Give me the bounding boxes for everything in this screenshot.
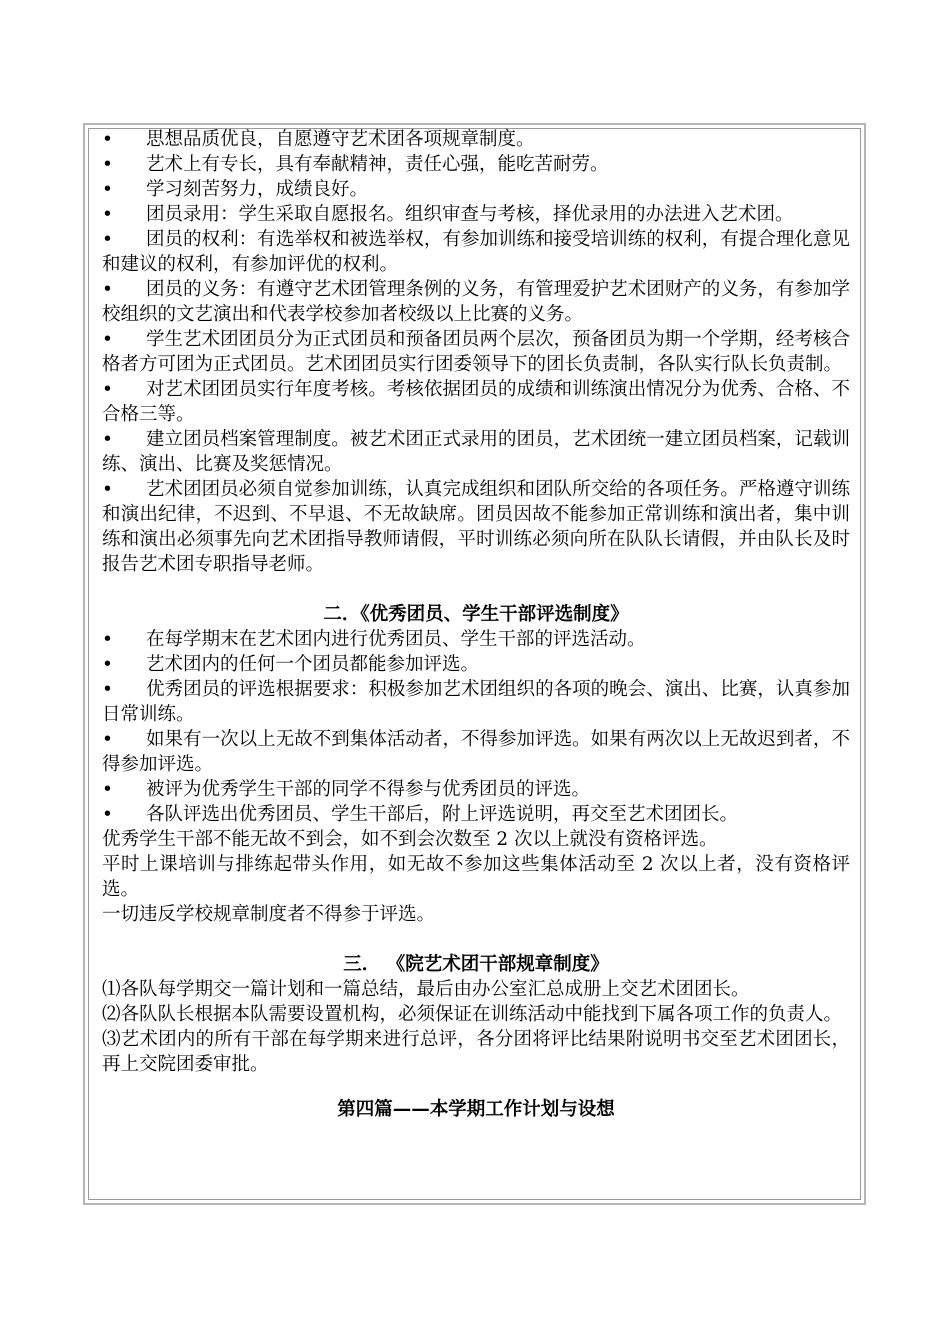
bullet-icon: •: [102, 629, 113, 650]
bullet-icon: •: [102, 804, 113, 825]
list-item: • 在每学期末在艺术团内进行优秀团员、学生干部的评选活动。: [102, 629, 646, 650]
bullet-icon: •: [102, 329, 113, 350]
part4-heading: 第四篇——本学期工作计划与设想: [337, 1099, 615, 1120]
document-body: [102, 127, 850, 1122]
bullet-icon: •: [102, 229, 113, 250]
list-item: • 艺术团内的任何一个团员都能参加评选。: [102, 654, 480, 675]
list-item: • 学习刻苦努力，成绩良好。: [102, 179, 369, 200]
section3-heading: 三． 《院艺术团干部规章制度》: [343, 954, 609, 975]
bullet-icon: •: [102, 729, 113, 750]
section2-heading: 二．《优秀团员、学生干部评选制度》: [323, 604, 629, 625]
list-item: • 思想品质优良，自愿遵守艺术团各项规章制度。: [102, 129, 535, 150]
list-item: • 团员录用：学生采取自愿报名。组织审查与考核，择优录用的办法进入艺术团。: [102, 204, 794, 225]
list-item: • 团员的义务：有遵守艺术团管理条例的义务，有管理爱护艺术团财产的义务，有参加学校组织的文艺演出和代表学校参加者校级以上比赛的义务。: [102, 279, 850, 325]
list-item: • 对艺术团团员实行年度考核。考核依据团员的成绩和训练演出情况分为优秀、合格、不合格三等。: [102, 379, 850, 425]
numbered-item: ⑶艺术团内的所有干部在每学期来进行总评，各分团将评比结果附说明书交至艺术团团长，再上交院团委审批。: [102, 1029, 850, 1075]
list-item: • 建立团员档案管理制度。被艺术团正式录用的团员，艺术团统一建立团员档案，记载训练、演出、比赛及奖惩情况。: [102, 429, 850, 475]
bullet-icon: •: [102, 479, 113, 500]
paragraph: 一切违反学校规章制度者不得参于评选。: [102, 904, 436, 925]
bullet-icon: •: [102, 379, 113, 400]
bullet-icon: •: [102, 679, 113, 700]
bullet-icon: •: [102, 154, 113, 175]
list-item: • 团员的权利：有选举权和被选举权，有参加训练和接受培训练的权利，有提合理化意见和建议的权利，有参加评优的权利。: [102, 229, 850, 275]
list-item: • 优秀团员的评选根据要求：积极参加艺术团组织的各项的晚会、演出、比赛，认真参加日常训练。: [102, 679, 850, 725]
paragraph: 平时上课培训与排练起带头作用，如无故不参加这些集体活动至 2 次以上者，没有资格评选。: [102, 854, 850, 900]
bullet-icon: •: [102, 779, 113, 800]
list-item: • 学生艺术团团员分为正式团员和预备团员两个层次，预备团员为期一个学期，经考核合格者方可团为正式团员。艺术团团员实行团委领导下的团长负责制，各队实行队长负责制。: [102, 329, 850, 375]
bullet-icon: •: [102, 129, 113, 150]
paragraph: 优秀学生干部不能无故不到会，如不到会次数至 2 次以上就没有资格评选。: [102, 829, 718, 850]
numbered-item: ⑴各队每学期交一篇计划和一篇总结，最后由办公室汇总成册上交艺术团团长。: [102, 979, 750, 1000]
list-item: • 艺术上有专长，具有奉献精神，责任心强，能吃苦耐劳。: [102, 154, 609, 175]
section2-list: [102, 627, 850, 827]
bullet-icon: •: [102, 179, 113, 200]
list-item: • 被评为优秀学生干部的同学不得参与优秀团员的评选。: [102, 779, 591, 800]
bullet-icon: •: [102, 279, 113, 300]
bullet-icon: •: [102, 654, 113, 675]
list-item: • 各队评选出优秀团员、学生干部后，附上评选说明，再交至艺术团团长。: [102, 804, 739, 825]
list-item: • 如果有一次以上无故不到集体活动者，不得参加评选。如果有两次以上无故迟到者，不得参加评选。: [102, 729, 850, 775]
section1-list: [102, 127, 850, 577]
bullet-icon: •: [102, 429, 113, 450]
numbered-item: ⑵各队队长根据本队需要设置机构，必须保证在训练活动中能找到下属各项工作的负责人。: [102, 1004, 843, 1025]
bullet-icon: •: [102, 204, 113, 225]
list-item: • 艺术团团员必须自觉参加训练，认真完成组织和团队所交给的各项任务。严格遵守训练和演出纪律，不迟到、不早退、不无故缺席。团员因故不能参加正常训练和演出者，集中训练和演出必须事先向艺术团指导教师请假，平时训练必须向所在队队长请假，并由队长及时报告艺术团专职指导老师。: [102, 479, 850, 575]
